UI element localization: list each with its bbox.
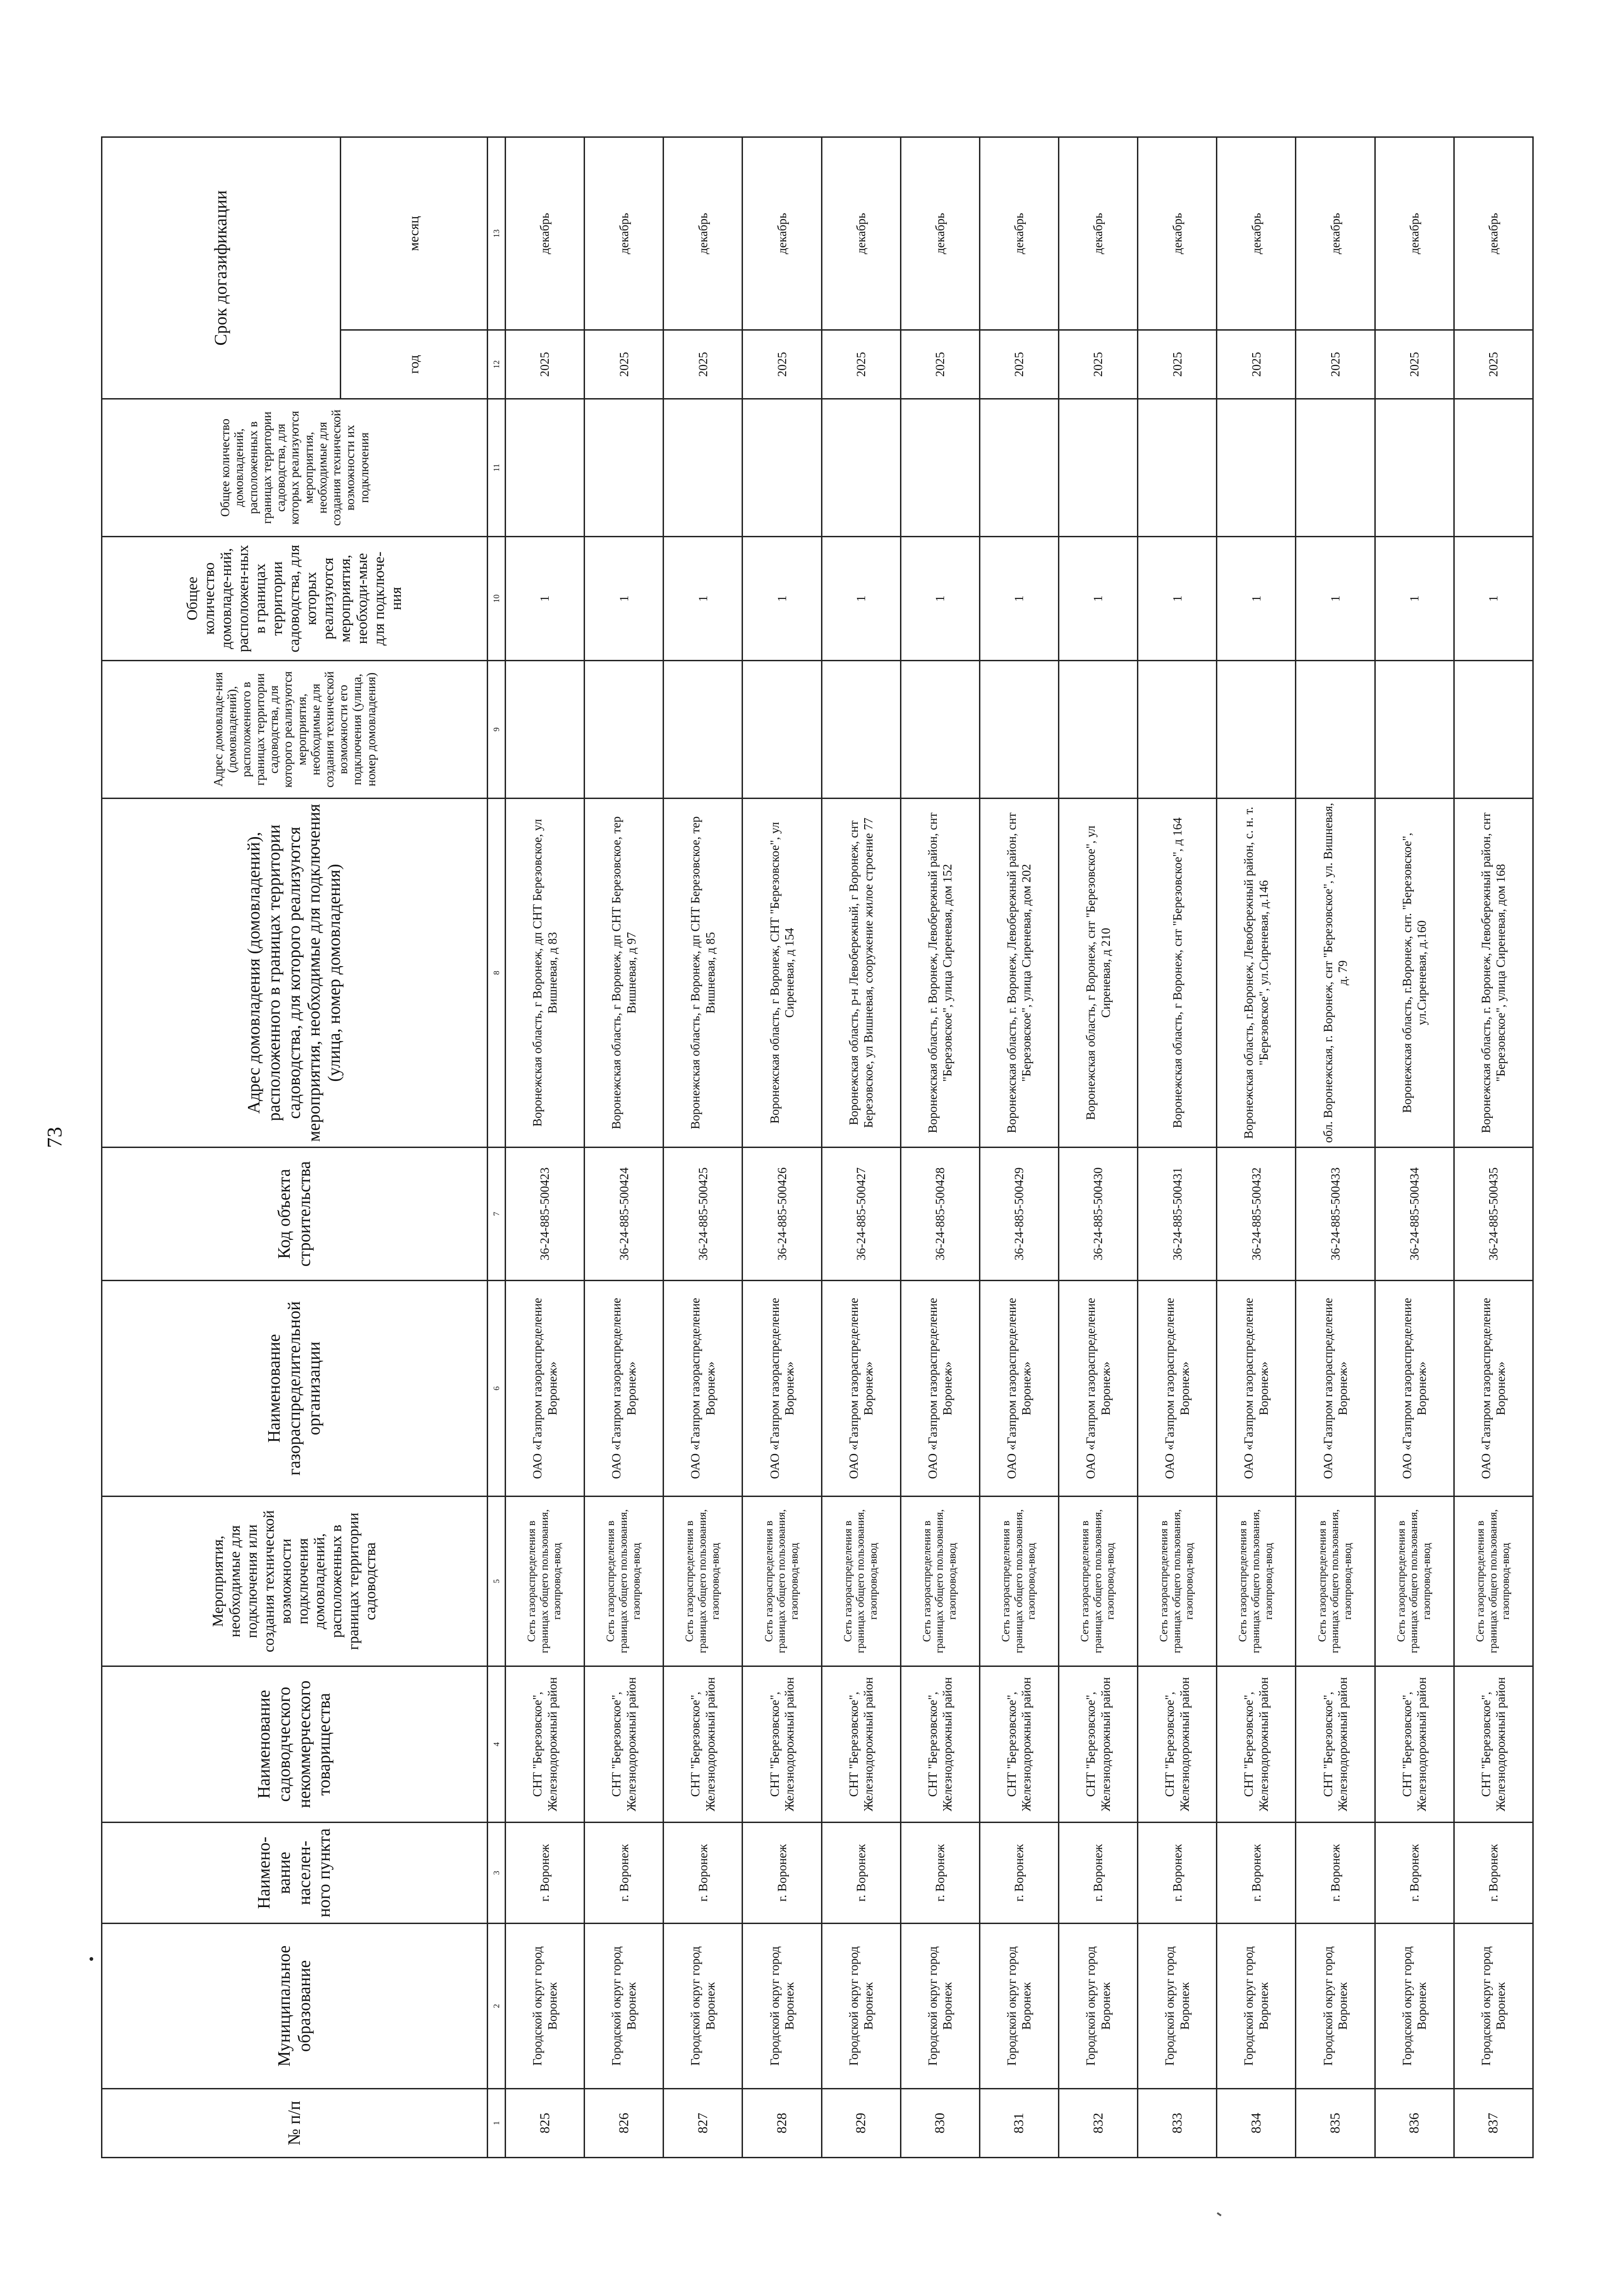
count-connection-cell: 1	[979, 537, 1058, 661]
address-cell: Воронежская область, г Воронеж, дп СНТ Березовское, тер Вишневая, д 85	[664, 799, 743, 1148]
count-connection-cell: 1	[1217, 537, 1296, 661]
table-row	[900, 137, 979, 2157]
municipality-cell: Городской округ город Воронеж	[1454, 1924, 1533, 2089]
count-technical-cell	[1375, 399, 1454, 537]
row-number: 830	[900, 2089, 979, 2158]
count-technical-cell	[1296, 399, 1375, 537]
measures-cell: Сеть газораспределения в границах общего пользования, газопровод-ввод	[585, 1497, 664, 1666]
address-technical-cell	[1375, 661, 1454, 799]
count-technical-cell	[900, 399, 979, 537]
column-number: 8	[488, 799, 506, 1148]
object-code-cell: 36-24-885-500427	[821, 1148, 900, 1281]
municipality-cell: Городской округ город Воронеж	[979, 1924, 1058, 2089]
month-cell: декабрь	[1375, 137, 1454, 330]
count-connection-cell: 1	[743, 537, 821, 661]
address-technical-cell	[1454, 661, 1533, 799]
municipality-cell: Городской округ город Воронеж	[1375, 1924, 1454, 2089]
snt-cell: СНТ "Березовское", Железнодорожный район	[664, 1666, 743, 1823]
column-number: 11	[488, 399, 506, 537]
year-cell: 2025	[1296, 330, 1375, 399]
count-connection-cell: 1	[1138, 537, 1217, 661]
municipality-cell: Городской округ город Воронеж	[743, 1924, 821, 2089]
settlement-cell: г. Воронеж	[1058, 1823, 1137, 1924]
gas-organization-cell: ОАО «Газпром газораспределение Воронеж»	[1138, 1281, 1217, 1497]
table-row	[585, 137, 664, 2157]
address-cell: Воронежская область, г Воронеж, дп СНТ Березовское, тер Вишневая, д 97	[585, 799, 664, 1148]
object-code-cell: 36-24-885-500433	[1296, 1148, 1375, 1281]
snt-cell: СНТ "Березовское", Железнодорожный район	[979, 1666, 1058, 1823]
header-settlement: Наимено-вание населен-ного пункта	[102, 1823, 488, 1924]
count-technical-cell	[585, 399, 664, 537]
count-connection-cell: 1	[1296, 537, 1375, 661]
address-cell: Воронежская область, г Воронеж, дп СНТ Березовское, ул Вишневая, д 83	[506, 799, 585, 1148]
count-connection-cell: 1	[585, 537, 664, 661]
row-number: 826	[585, 2089, 664, 2158]
count-connection-cell: 1	[900, 537, 979, 661]
address-technical-cell	[1058, 661, 1137, 799]
snt-cell: СНТ "Березовское", Железнодорожный район	[1058, 1666, 1137, 1823]
column-number-row	[488, 137, 506, 2157]
header-object-code: Код объекта строительства	[102, 1148, 488, 1281]
snt-cell: СНТ "Березовское", Железнодорожный район	[585, 1666, 664, 1823]
year-cell: 2025	[979, 330, 1058, 399]
column-number: 3	[488, 1823, 506, 1924]
table-row	[1454, 137, 1533, 2157]
address-technical-cell	[821, 661, 900, 799]
month-cell: декабрь	[979, 137, 1058, 330]
count-technical-cell	[743, 399, 821, 537]
settlement-cell: г. Воронеж	[900, 1823, 979, 1924]
address-cell: Воронежская область, г Воронеж, СНТ "Березовское", ул Сиреневая, д 154	[743, 799, 821, 1148]
count-connection-cell: 1	[664, 537, 743, 661]
year-cell: 2025	[743, 330, 821, 399]
table-row	[1138, 137, 1217, 2157]
settlement-cell: г. Воронеж	[664, 1823, 743, 1924]
snt-cell: СНТ "Березовское", Железнодорожный район	[743, 1666, 821, 1823]
address-technical-cell	[585, 661, 664, 799]
month-cell: декабрь	[743, 137, 821, 330]
municipality-cell: Городской округ город Воронеж	[1058, 1924, 1137, 2089]
gas-organization-cell: ОАО «Газпром газораспределение Воронеж»	[1058, 1281, 1137, 1497]
header-count-technical: Общее количество домовладений, расположенных в границах территории садоводства, для которых реализуются мероприятия, необходимые для создания технической возможности их подключения	[102, 399, 488, 537]
table-row	[743, 137, 821, 2157]
row-number: 836	[1375, 2089, 1454, 2158]
measures-cell: Сеть газораспределения в границах общего пользования, газопровод-ввод	[743, 1497, 821, 1666]
column-number: 2	[488, 1924, 506, 2089]
header-month: месяц	[341, 137, 488, 330]
column-number: 6	[488, 1281, 506, 1497]
row-number: 825	[506, 2089, 585, 2158]
municipality-cell: Городской округ город Воронеж	[1217, 1924, 1296, 2089]
settlement-cell: г. Воронеж	[1296, 1823, 1375, 1924]
gas-organization-cell: ОАО «Газпром газораспределение Воронеж»	[900, 1281, 979, 1497]
table-body	[506, 137, 1533, 2157]
count-connection-cell: 1	[1454, 537, 1533, 661]
column-number: 4	[488, 1666, 506, 1823]
gasification-table	[101, 136, 1534, 2158]
table-row	[979, 137, 1058, 2157]
settlement-cell: г. Воронеж	[585, 1823, 664, 1924]
table-row	[506, 137, 585, 2157]
object-code-cell: 36-24-885-500431	[1138, 1148, 1217, 1281]
measures-cell: Сеть газораспределения в границах общего пользования, газопровод-ввод	[1058, 1497, 1137, 1666]
gas-organization-cell: ОАО «Газпром газораспределение Воронеж»	[821, 1281, 900, 1497]
table-row	[821, 137, 900, 2157]
year-cell: 2025	[664, 330, 743, 399]
object-code-cell: 36-24-885-500428	[900, 1148, 979, 1281]
column-number: 7	[488, 1148, 506, 1281]
header-number: № п/п	[102, 2089, 488, 2158]
table-container	[101, 138, 1534, 2158]
year-cell: 2025	[1058, 330, 1137, 399]
settlement-cell: г. Воронеж	[1454, 1823, 1533, 1924]
table-row	[1375, 137, 1454, 2157]
table-row	[1296, 137, 1375, 2157]
page-number: 73	[43, 1127, 66, 1148]
municipality-cell: Городской округ город Воронеж	[1138, 1924, 1217, 2089]
table-row	[1058, 137, 1137, 2157]
scan-speck	[1217, 2212, 1221, 2216]
address-cell: Воронежская область, г Воронеж, снт "Березовское", д 164	[1138, 799, 1217, 1148]
address-technical-cell	[743, 661, 821, 799]
header-measures: Мероприятия, необходимые для подключения или создания технической возможности подключения домовладений, расположенных в границах территории садоводства	[102, 1497, 488, 1666]
address-cell: обл. Воронежская, г. Воронеж, снт "Березовское", ул. Вишневая, д. 79	[1296, 799, 1375, 1148]
row-number: 833	[1138, 2089, 1217, 2158]
address-technical-cell	[664, 661, 743, 799]
measures-cell: Сеть газораспределения в границах общего пользования, газопровод-ввод	[1217, 1497, 1296, 1666]
snt-cell: СНТ "Березовское", Железнодорожный район	[506, 1666, 585, 1823]
header-deadline: Срок догазификации	[102, 137, 341, 399]
object-code-cell: 36-24-885-500429	[979, 1148, 1058, 1281]
month-cell: декабрь	[1296, 137, 1375, 330]
address-cell: Воронежская область, г. Воронеж, Левобережный район, снт "Березовское", улица Сиреневая, дом 168	[1454, 799, 1533, 1148]
month-cell: декабрь	[506, 137, 585, 330]
month-cell: декабрь	[585, 137, 664, 330]
count-technical-cell	[1217, 399, 1296, 537]
gas-organization-cell: ОАО «Газпром газораспределение Воронеж»	[585, 1281, 664, 1497]
measures-cell: Сеть газораспределения в границах общего пользования, газопровод-ввод	[900, 1497, 979, 1666]
row-number: 828	[743, 2089, 821, 2158]
year-cell: 2025	[1217, 330, 1296, 399]
object-code-cell: 36-24-885-500434	[1375, 1148, 1454, 1281]
municipality-cell: Городской округ город Воронеж	[1296, 1924, 1375, 2089]
address-cell: Воронежская область, г Воронеж, снт "Березовское", ул Сиреневая, д 210	[1058, 799, 1137, 1148]
gas-organization-cell: ОАО «Газпром газораспределение Воронеж»	[506, 1281, 585, 1497]
object-code-cell: 36-24-885-500430	[1058, 1148, 1137, 1281]
header-municipality: Муниципальное образование	[102, 1924, 488, 2089]
measures-cell: Сеть газораспределения в границах общего пользования, газопровод-ввод	[1138, 1497, 1217, 1666]
address-technical-cell	[1217, 661, 1296, 799]
settlement-cell: г. Воронеж	[821, 1823, 900, 1924]
snt-cell: СНТ "Березовское", Железнодорожный район	[1217, 1666, 1296, 1823]
column-number: 9	[488, 661, 506, 799]
header-snt: Наименование садоводческого некоммерческого товарищества	[102, 1666, 488, 1823]
count-technical-cell	[1454, 399, 1533, 537]
municipality-cell: Городской округ город Воронеж	[585, 1924, 664, 2089]
row-number: 837	[1454, 2089, 1533, 2158]
count-technical-cell	[821, 399, 900, 537]
count-connection-cell: 1	[821, 537, 900, 661]
count-connection-cell: 1	[1058, 537, 1137, 661]
address-cell: Воронежская область, г.Воронеж, Левобережный район, с. н. т. "Березовское", ул.Сиреневая, д.146	[1217, 799, 1296, 1148]
count-technical-cell	[1138, 399, 1217, 537]
settlement-cell: г. Воронеж	[1375, 1823, 1454, 1924]
measures-cell: Сеть газораспределения в границах общего пользования, газопровод-ввод	[1375, 1497, 1454, 1666]
address-technical-cell	[900, 661, 979, 799]
row-number: 835	[1296, 2089, 1375, 2158]
header-address-technical: Адрес домовладе-ния (домовладений), расположенного в границах территории садоводства, для которого реализуются мероприятия, необходимые для создания технической возможности его подключения (улица, номер домовладения)	[102, 661, 488, 799]
measures-cell: Сеть газораспределения в границах общего пользования, газопровод-ввод	[979, 1497, 1058, 1666]
snt-cell: СНТ "Березовское", Железнодорожный район	[821, 1666, 900, 1823]
settlement-cell: г. Воронеж	[1217, 1823, 1296, 1924]
year-cell: 2025	[900, 330, 979, 399]
municipality-cell: Городской округ город Воронеж	[900, 1924, 979, 2089]
snt-cell: СНТ "Березовское", Железнодорожный район	[1454, 1666, 1533, 1823]
object-code-cell: 36-24-885-500424	[585, 1148, 664, 1281]
address-technical-cell	[506, 661, 585, 799]
gas-organization-cell: ОАО «Газпром газораспределение Воронеж»	[1296, 1281, 1375, 1497]
measures-cell: Сеть газораспределения в границах общего пользования, газопровод-ввод	[1454, 1497, 1533, 1666]
snt-cell: СНТ "Березовское", Железнодорожный район	[1375, 1666, 1454, 1823]
row-number: 829	[821, 2089, 900, 2158]
settlement-cell: г. Воронеж	[743, 1823, 821, 1924]
column-number: 5	[488, 1497, 506, 1666]
address-cell: Воронежская область, г.Воронеж, снт. "Березовское", ул.Сиреневая, д.160	[1375, 799, 1454, 1148]
snt-cell: СНТ "Березовское", Железнодорожный район	[1138, 1666, 1217, 1823]
month-cell: декабрь	[1454, 137, 1533, 330]
month-cell: декабрь	[821, 137, 900, 330]
column-number: 13	[488, 137, 506, 330]
address-technical-cell	[1296, 661, 1375, 799]
month-cell: декабрь	[1058, 137, 1137, 330]
row-number: 832	[1058, 2089, 1137, 2158]
object-code-cell: 36-24-885-500435	[1454, 1148, 1533, 1281]
object-code-cell: 36-24-885-500426	[743, 1148, 821, 1281]
row-number: 827	[664, 2089, 743, 2158]
gas-organization-cell: ОАО «Газпром газораспределение Воронеж»	[664, 1281, 743, 1497]
municipality-cell: Городской округ город Воронеж	[821, 1924, 900, 2089]
snt-cell: СНТ "Березовское", Железнодорожный район	[1296, 1666, 1375, 1823]
measures-cell: Сеть газораспределения в границах общего пользования, газопровод-ввод	[821, 1497, 900, 1666]
measures-cell: Сеть газораспределения в границах общего пользования, газопровод-ввод	[1296, 1497, 1375, 1666]
gas-organization-cell: ОАО «Газпром газораспределение Воронеж»	[743, 1281, 821, 1497]
row-number: 831	[979, 2089, 1058, 2158]
month-cell: декабрь	[1138, 137, 1217, 330]
count-technical-cell	[979, 399, 1058, 537]
gas-organization-cell: ОАО «Газпром газораспределение Воронеж»	[1375, 1281, 1454, 1497]
year-cell: 2025	[1138, 330, 1217, 399]
address-technical-cell	[979, 661, 1058, 799]
header-year: год	[341, 330, 488, 399]
month-cell: декабрь	[1217, 137, 1296, 330]
column-number: 10	[488, 537, 506, 661]
year-cell: 2025	[585, 330, 664, 399]
object-code-cell: 36-24-885-500425	[664, 1148, 743, 1281]
address-cell: Воронежская область, г. Воронеж, Левобережный район, снт "Березовское", улица Сиреневая, дом 152	[900, 799, 979, 1148]
address-cell: Воронежская область, р-н Левобережный, г Воронеж, снт Березовское, ул Вишневая, сооружение жилое строение 77	[821, 799, 900, 1148]
measures-cell: Сеть газораспределения в границах общего пользования, газопровод-ввод	[506, 1497, 585, 1666]
month-cell: декабрь	[900, 137, 979, 330]
gas-organization-cell: ОАО «Газпром газораспределение Воронеж»	[1217, 1281, 1296, 1497]
address-technical-cell	[1138, 661, 1217, 799]
gas-organization-cell: ОАО «Газпром газораспределение Воронеж»	[979, 1281, 1058, 1497]
count-connection-cell: 1	[506, 537, 585, 661]
column-number: 12	[488, 330, 506, 399]
month-cell: декабрь	[664, 137, 743, 330]
year-cell: 2025	[1454, 330, 1533, 399]
table-row	[664, 137, 743, 2157]
measures-cell: Сеть газораспределения в границах общего пользования, газопровод-ввод	[664, 1497, 743, 1666]
settlement-cell: г. Воронеж	[1138, 1823, 1217, 1924]
row-number: 834	[1217, 2089, 1296, 2158]
year-cell: 2025	[821, 330, 900, 399]
count-technical-cell	[664, 399, 743, 537]
table-header	[102, 137, 506, 2157]
municipality-cell: Городской округ город Воронеж	[664, 1924, 743, 2089]
municipality-cell: Городской округ город Воронеж	[506, 1924, 585, 2089]
object-code-cell: 36-24-885-500432	[1217, 1148, 1296, 1281]
table-row	[1217, 137, 1296, 2157]
gas-organization-cell: ОАО «Газпром газораспределение Воронеж»	[1454, 1281, 1533, 1497]
year-cell: 2025	[1375, 330, 1454, 399]
count-connection-cell: 1	[1375, 537, 1454, 661]
object-code-cell: 36-24-885-500423	[506, 1148, 585, 1281]
settlement-cell: г. Воронеж	[979, 1823, 1058, 1924]
address-cell: Воронежская область, г. Воронеж, Левобережный район, снт "Березовское", улица Сиреневая, дом 202	[979, 799, 1058, 1148]
header-address-connection: Адрес домовладения (домовладений), расположенного в границах территории садоводства, для которого реализуются мероприятия, необходимые для подключения (улица, номер домовладения)	[102, 799, 488, 1148]
snt-cell: СНТ "Березовское", Железнодорожный район	[900, 1666, 979, 1823]
column-number: 1	[488, 2089, 506, 2158]
count-technical-cell	[1058, 399, 1137, 537]
header-count-connection: Общее количество домовладе-ний, расположен-ных в границах территории садоводства, для которых реализуются мероприятия, необходи-мые для подключе-ния	[102, 537, 488, 661]
header-gas-organization: Наименование газораспределительной организации	[102, 1281, 488, 1497]
count-technical-cell	[506, 399, 585, 537]
settlement-cell: г. Воронеж	[506, 1823, 585, 1924]
year-cell: 2025	[506, 330, 585, 399]
scan-speck	[90, 1957, 93, 1961]
